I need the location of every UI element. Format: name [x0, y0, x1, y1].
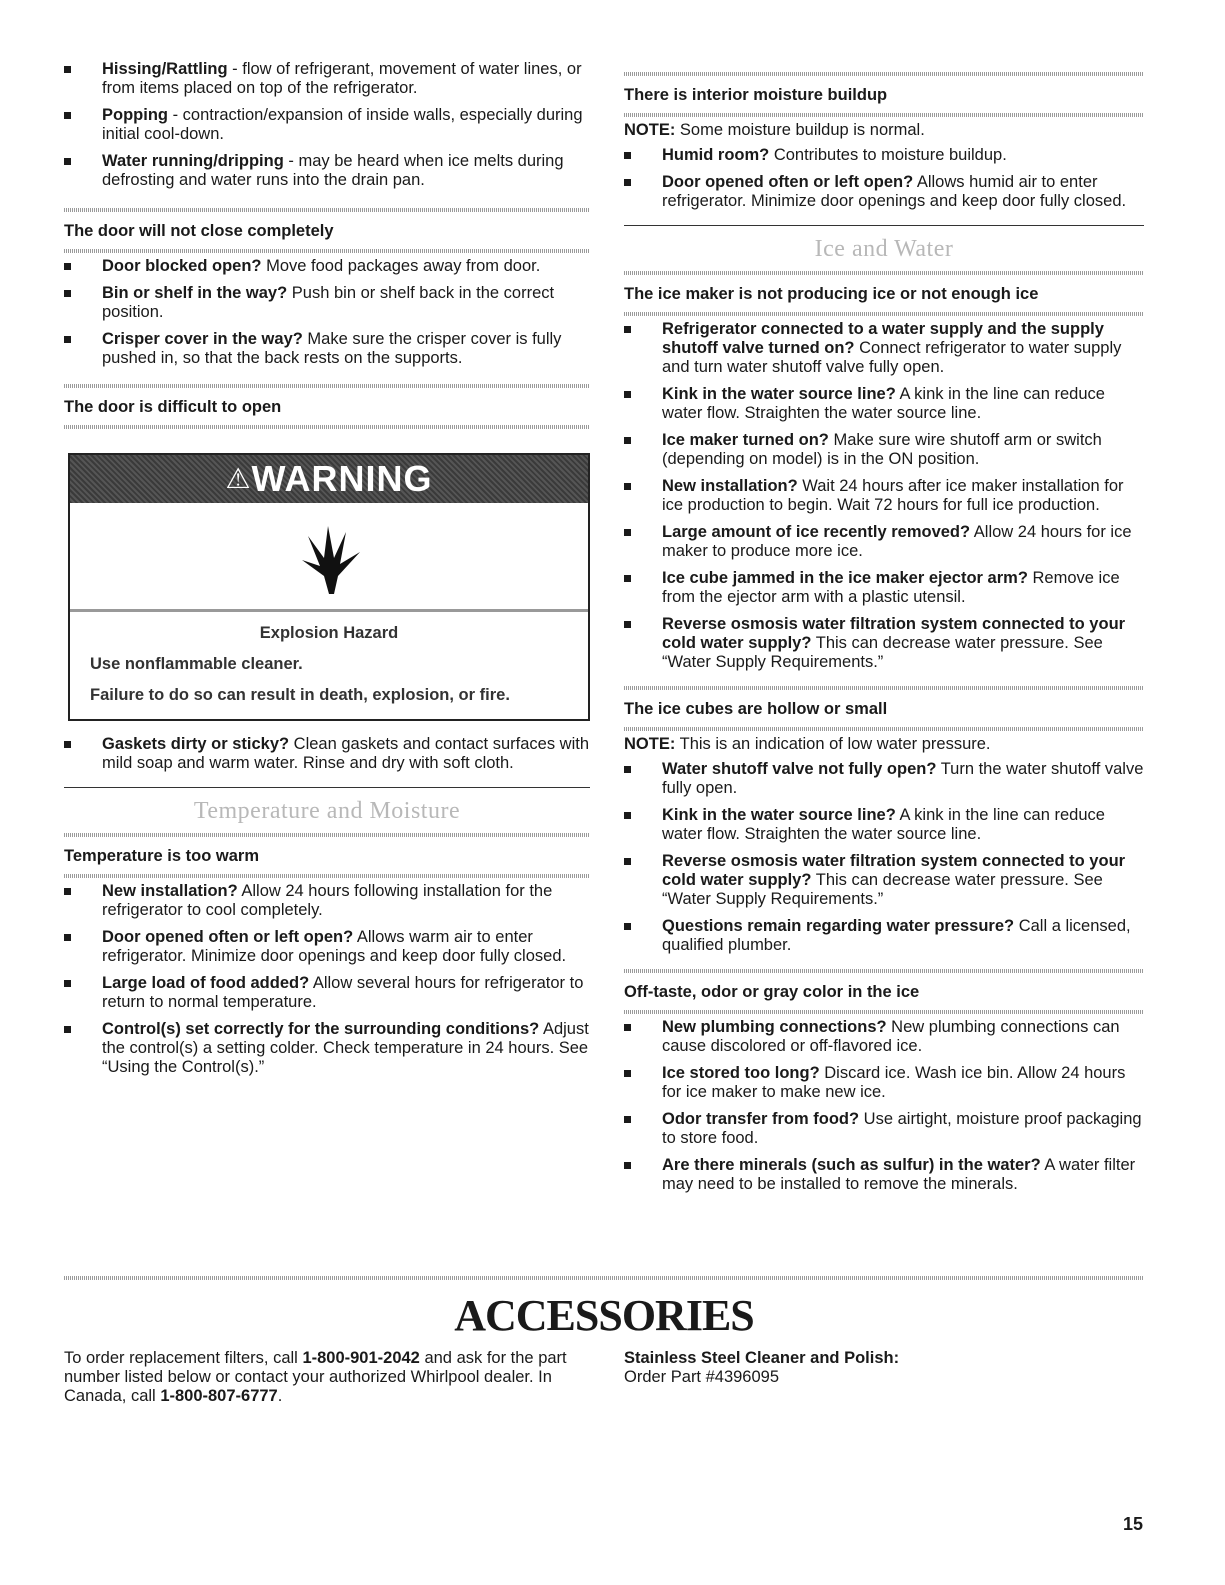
item-term: Popping	[102, 106, 168, 124]
warning-triangle-icon: ⚠	[225, 463, 252, 494]
item-text: Move food packages away from door.	[261, 257, 541, 275]
item-term: Large amount of ice recently removed?	[662, 523, 971, 541]
list-item	[624, 760, 1144, 798]
item-text: A kink in the line can reduce water flow. Straighten the water source line.	[662, 806, 1105, 843]
item-term: Humid room?	[662, 146, 770, 164]
item-text: Make sure the crisper cover is fully pushed in, so that the back rests on the supports.	[102, 330, 562, 367]
item-term: Water shutoff valve not fully open?	[662, 760, 937, 778]
list-item	[624, 431, 1144, 469]
item-text: This can decrease water pressure. See “Water Supply Requirements.”	[662, 871, 1103, 908]
item-text: A kink in the line can reduce water flow. Straighten the water source line.	[662, 385, 1105, 422]
item-term: Reverse osmosis water filtration system connected to your cold water supply?	[662, 615, 1126, 652]
item-term: Control(s) set correctly for the surrounding conditions?	[102, 1020, 540, 1038]
explosion-icon	[70, 503, 588, 612]
item-term: Door opened often or left open?	[662, 173, 914, 191]
section-heading-off-taste: Off-taste, odor or gray color in the ice	[624, 977, 1144, 1008]
temperature-moisture-title: Temperature and Moisture	[193, 798, 461, 824]
accessories-section	[64, 1276, 1144, 1406]
item-term: Ice stored too long?	[662, 1064, 820, 1082]
explosion-symbol	[294, 516, 364, 596]
list-item	[624, 523, 1144, 561]
section-divider	[624, 225, 1144, 226]
item-text: This can decrease water pressure. See “Water Supply Requirements.”	[662, 634, 1103, 671]
item-term: Door opened often or left open?	[102, 928, 354, 946]
list-item	[64, 106, 590, 144]
page-number: 15	[1122, 1514, 1143, 1534]
warning-line-2: Failure to do so can result in death, explosion, or fire.	[90, 686, 510, 704]
item-term: Water running/dripping	[102, 152, 284, 170]
moisture-list	[624, 146, 1144, 211]
section-divider	[64, 787, 590, 788]
door-not-close-list	[64, 257, 590, 368]
item-text: Connect refrigerator to water supply and turn water shutoff valve fully open.	[662, 339, 1122, 376]
warning-box	[68, 453, 590, 721]
hazard-title: Explosion Hazard	[259, 624, 399, 642]
item-text: Clean gaskets and contact surfaces with mild soap and warm water. Rinse and dry with soft cloth.	[102, 735, 590, 772]
item-text: Allow 24 hours following installation for the refrigerator to cool completely.	[102, 882, 553, 919]
order-phone-canada: 1-800-807-6777	[160, 1387, 278, 1405]
item-text: Adjust the control(s) a setting colder. Check temperature in 24 hours. See “Using the Control(s).”	[102, 1020, 589, 1076]
left-column	[64, 60, 590, 1085]
ice-not-producing-list	[624, 320, 1144, 672]
item-text: Make sure wire shutoff arm or switch (depending on model) is in the ON position.	[662, 431, 1102, 468]
list-item	[624, 917, 1144, 955]
ice-hollow-list	[624, 760, 1144, 955]
list-item	[624, 1110, 1144, 1148]
noise-list	[64, 60, 590, 190]
section-heading-door-not-close: The door will not close completely	[64, 216, 590, 247]
list-item	[624, 615, 1144, 672]
item-text: New plumbing connections can cause discolored or off-flavored ice.	[662, 1018, 1120, 1055]
item-term: Ice maker turned on?	[662, 431, 829, 449]
warning-body	[70, 612, 588, 719]
item-term: Kink in the water source line?	[662, 806, 896, 824]
item-text: Discard ice. Wash ice bin. Allow 24 hours for ice maker to make new ice.	[662, 1064, 1126, 1101]
accessories-order-text: To order replacement filters, call 1-800-901-2042 and ask for the part number listed below or contact your authorized Whirlpool dealer. In Canada, call 1-800-807-6777.	[64, 1349, 567, 1405]
item-term: Large load of food added?	[102, 974, 310, 992]
item-term: Bin or shelf in the way?	[102, 284, 288, 302]
item-text: Contributes to moisture buildup.	[769, 146, 1007, 164]
item-term: New plumbing connections?	[662, 1018, 887, 1036]
list-item	[64, 152, 590, 190]
item-text: Turn the water shutoff valve fully open.	[662, 760, 1144, 797]
item-text: Use airtight, moisture proof packaging to store food.	[662, 1110, 1142, 1147]
item-term: Crisper cover in the way?	[102, 330, 303, 348]
item-term: Refrigerator connected to a water supply and the supply shutoff valve turned on?	[662, 320, 1104, 357]
item-text: A water filter may need to be installed to remove the minerals.	[662, 1156, 1136, 1193]
section-heading-door-difficult: The door is difficult to open	[64, 392, 590, 423]
list-item	[64, 330, 590, 368]
list-item	[624, 477, 1144, 515]
list-item	[64, 882, 590, 920]
list-item	[624, 173, 1144, 211]
item-term: Hissing/Rattling	[102, 60, 228, 78]
item-text: Allows humid air to enter refrigerator. Minimize door openings and keep door fully closed.	[662, 173, 1127, 210]
list-item	[624, 1064, 1144, 1102]
item-text: Allows warm air to enter refrigerator. Minimize door openings and keep door fully closed.	[102, 928, 567, 965]
list-item	[624, 385, 1144, 423]
item-term: Door blocked open?	[102, 257, 262, 275]
item-term: Questions remain regarding water pressure?	[662, 917, 1015, 935]
item-text: Call a licensed, qualified plumber.	[662, 917, 1131, 954]
list-item	[624, 806, 1144, 844]
product-name: Stainless Steel Cleaner and Polish:	[624, 1349, 900, 1367]
section-heading-temp-warm: Temperature is too warm	[64, 841, 590, 872]
accessories-title: ACCESSORIES	[454, 1291, 754, 1340]
list-item	[64, 284, 590, 322]
item-text: Remove ice from the ejector arm with a plastic utensil.	[662, 569, 1120, 606]
item-term: New installation?	[102, 882, 238, 900]
section-heading-ice-not-producing: The ice maker is not producing ice or not enough ice	[624, 279, 1144, 310]
order-phone-us: 1-800-901-2042	[302, 1349, 420, 1367]
item-text: Push bin or shelf back in the correct position.	[102, 284, 555, 321]
list-item	[64, 735, 590, 773]
ice-water-title: Ice and Water	[814, 236, 954, 262]
door-difficult-list	[64, 735, 590, 773]
item-term: Reverse osmosis water filtration system connected to your cold water supply?	[662, 852, 1126, 889]
item-text: Wait 24 hours after ice maker installation for ice production to begin. Wait 72 hours for full ice production.	[662, 477, 1124, 514]
ice-hollow-note: NOTE: This is an indication of low water pressure.	[624, 735, 991, 753]
off-taste-list	[624, 1018, 1144, 1194]
list-item	[624, 1156, 1144, 1194]
list-item	[64, 928, 590, 966]
item-term: Odor transfer from food?	[662, 1110, 860, 1128]
list-item	[64, 60, 590, 98]
item-term: New installation?	[662, 477, 798, 495]
list-item	[624, 146, 1144, 165]
list-item	[64, 974, 590, 1012]
list-item	[624, 852, 1144, 909]
item-term: Ice cube jammed in the ice maker ejector arm?	[662, 569, 1028, 587]
accessories-product	[624, 1349, 1144, 1406]
item-term: Kink in the water source line?	[662, 385, 896, 403]
item-term: Gaskets dirty or sticky?	[102, 735, 290, 753]
warning-header: ⚠WARNING	[70, 455, 588, 503]
moisture-note: NOTE: Some moisture buildup is normal.	[624, 121, 925, 139]
accessories-divider	[64, 1276, 1144, 1280]
item-text: - flow of refrigerant, movement of water lines, or from items placed on top of the refrigerator.	[102, 60, 582, 97]
warning-line-1: Use nonflammable cleaner.	[90, 655, 303, 673]
item-text: Allow several hours for refrigerator to return to normal temperature.	[102, 974, 584, 1011]
item-text: - may be heard when ice melts during defrosting and water runs into the drain pan.	[102, 152, 564, 189]
item-text: Allow 24 hours for ice maker to produce more ice.	[662, 523, 1132, 560]
temp-warm-list	[64, 882, 590, 1077]
list-item	[624, 320, 1144, 377]
right-column	[624, 60, 1144, 1202]
list-item	[64, 257, 590, 276]
section-heading-moisture: There is interior moisture buildup	[624, 80, 1144, 111]
list-item	[624, 569, 1144, 607]
list-item	[64, 1020, 590, 1077]
list-item	[624, 1018, 1144, 1056]
accessories-columns	[64, 1349, 1144, 1406]
item-term: Are there minerals (such as sulfur) in the water?	[662, 1156, 1041, 1174]
product-part-number: Order Part #4396095	[624, 1368, 780, 1386]
item-text: - contraction/expansion of inside walls, especially during initial cool-down.	[102, 106, 583, 143]
section-heading-ice-hollow: The ice cubes are hollow or small	[624, 694, 1144, 725]
